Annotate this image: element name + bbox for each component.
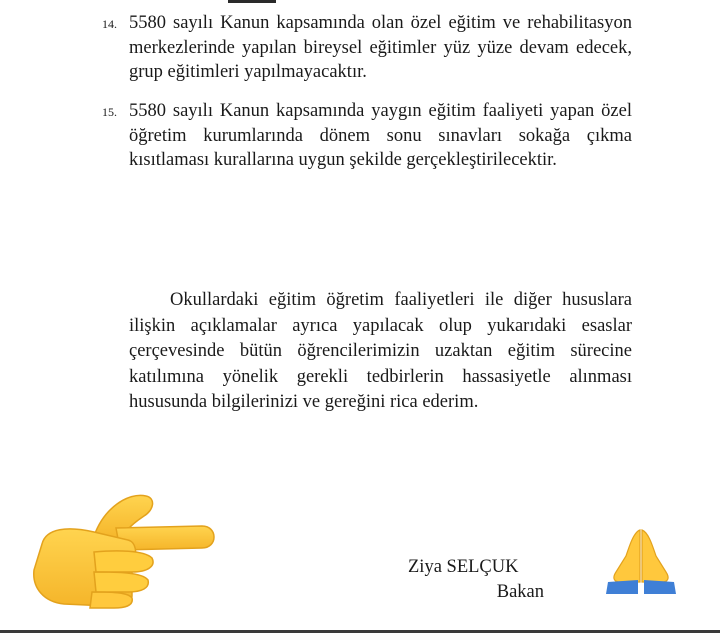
- item-text: 5580 sayılı Kanun kapsamında olan özel eğitim ve rehabilitasyon merkezlerinde yapılan bireysel eğitimler yüz yüze devam edecek, grup eğitimleri yapılmayacaktır.: [129, 13, 632, 82]
- signatory-title: Bakan: [496, 582, 544, 602]
- praying-hands-icon: [604, 526, 678, 596]
- list-item-15: [102, 99, 632, 173]
- pointing-right-hand-icon: [24, 488, 220, 610]
- list-item-14: [102, 11, 632, 85]
- signatory-name: Ziya SELÇUK: [408, 557, 519, 577]
- top-cut-line-fragment: [228, 0, 276, 3]
- signature-block: [388, 555, 548, 605]
- item-number: 14.: [102, 17, 117, 31]
- closing-paragraph: Okullardaki eğitim öğretim faaliyetleri ile diğer hususlara ilişkin açıklamalar ayrıca yapılacak olup yukarıdaki esaslar çerçevesinde bütün öğrencilerimizin uzaktan eğitim sürecine katılımına yönelik gerekli tedbirlerin hassasiyetle alınması hususunda bilgilerinizi ve gereğini rica ederim.: [129, 290, 632, 412]
- bottom-divider: [0, 630, 720, 633]
- item-text: 5580 sayılı Kanun kapsamında yaygın eğitim faaliyeti yapan özel öğretim kurumlarında dönem sonu sınavları sokağa çıkma kısıtlaması kurallarına uygun şekilde gerçekleştirilecektir.: [129, 101, 632, 170]
- item-number: 15.: [102, 105, 117, 119]
